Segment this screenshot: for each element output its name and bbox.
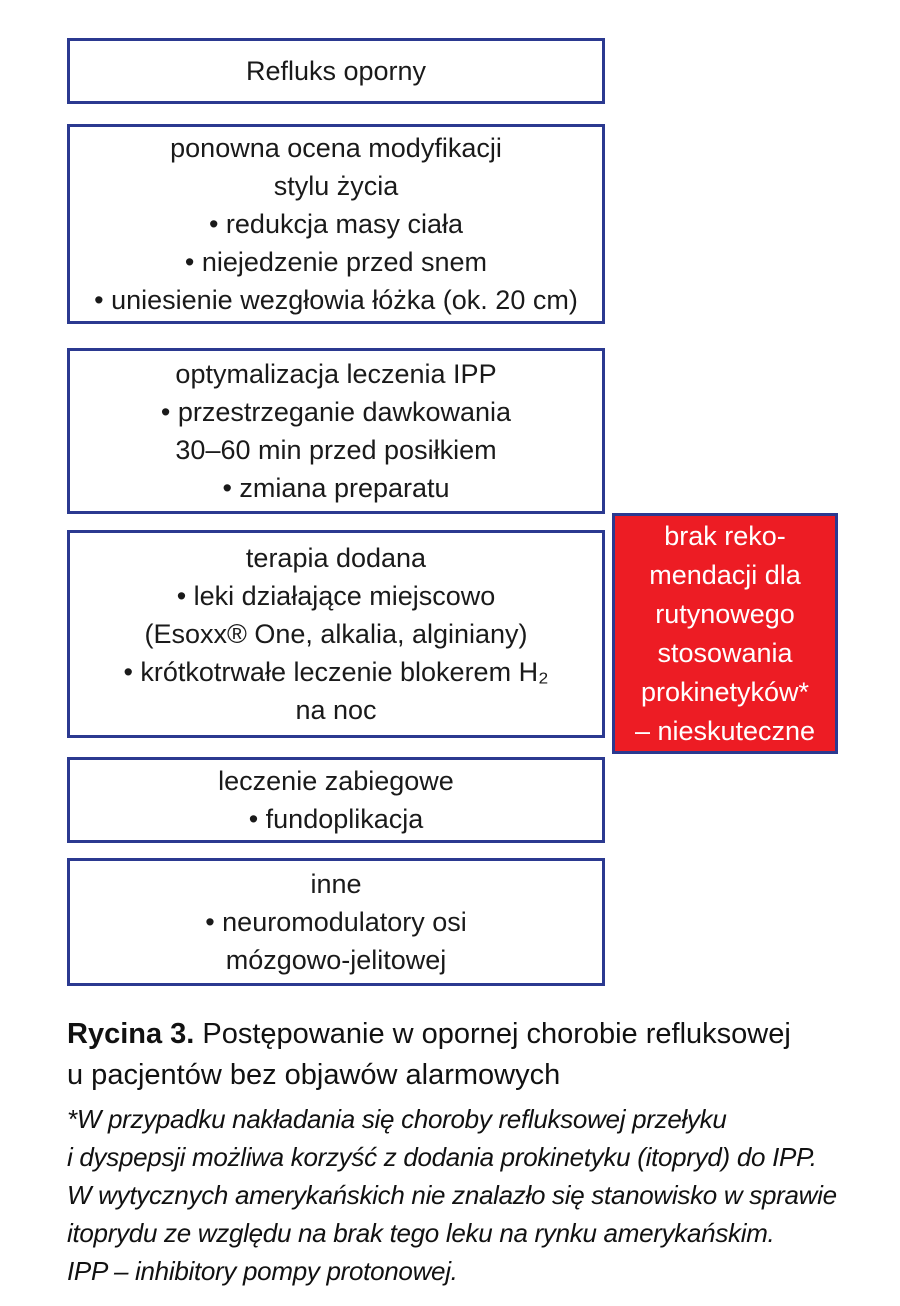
flow-box-lifestyle-modification <box>67 124 605 324</box>
flow-box-addon-therapy <box>67 530 605 738</box>
box-bullet-line: • redukcja masy ciała <box>208 209 464 239</box>
box-title-line: terapia dodana <box>245 543 427 573</box>
alert-line: mendacji dla <box>649 559 801 590</box>
footnote-line: itoprydu ze względu na brak tego leku na rynku amerykańskim. <box>67 1218 775 1248</box>
figure-number-label: Rycina 3. <box>67 1018 195 1050</box>
box-bullet-line: • leki działające miejscowo <box>176 581 496 611</box>
flow-box-other <box>67 858 605 986</box>
caption-line-1 <box>67 1014 867 1055</box>
box-bullet-line: na noc <box>295 695 377 725</box>
footnote-line: W wytycznych amerykańskich nie znalazło się stanowisko w sprawie <box>67 1180 837 1210</box>
box-bullet-line: • niejedzenie przed snem <box>184 247 488 277</box>
caption-text: Postępowanie w opornej chorobie refluksowej <box>194 1018 791 1050</box>
box-bullet-line: (Esoxx® One, alkalia, alginiany) <box>144 619 528 649</box>
figure-caption <box>67 1014 867 1096</box>
flow-box-surgical-treatment <box>67 757 605 843</box>
box-title-line: stylu życia <box>273 171 399 201</box>
box-bullet-line: • fundoplikacja <box>248 804 424 834</box>
flow-box-refluks-oporny <box>67 38 605 104</box>
footnote-line: IPP – inhibitory pompy protonowej. <box>67 1256 458 1286</box>
box-title-line: leczenie zabiegowe <box>218 766 454 796</box>
no-recommendation-alert <box>612 513 838 754</box>
alert-line: – nieskuteczne <box>634 715 816 746</box>
caption-line-2: u pacjentów bez objawów alarmowych <box>67 1059 561 1091</box>
alert-line: prokinetyków* <box>640 676 810 707</box>
flow-box-ipp-optimization <box>67 348 605 514</box>
box-bullet-line: • uniesienie wezgłowia łóżka (ok. 20 cm) <box>94 285 578 315</box>
box-title: Refluks oporny <box>245 56 427 86</box>
footnote-line: i dyspepsji możliwa korzyść z dodania prokinetyku (itopryd) do IPP. <box>67 1142 817 1172</box>
box-bullet-line: • krótkotrwałe leczenie blokerem H₂ <box>123 657 549 687</box>
box-bullet-line: 30–60 min przed posiłkiem <box>175 435 497 465</box>
alert-line: rutynowego <box>655 598 795 629</box>
box-bullet-line: • przestrzeganie dawkowania <box>160 397 512 427</box>
alert-line: stosowania <box>657 637 793 668</box>
box-bullet-line: • neuromodulatory osi <box>205 907 467 937</box>
box-bullet-line: mózgowo-jelitowej <box>225 945 447 975</box>
figure-footnote <box>67 1100 877 1290</box>
box-title-line: optymalizacja leczenia IPP <box>175 359 497 389</box>
box-title-line: inne <box>310 869 362 899</box>
box-bullet-line: • zmiana preparatu <box>222 473 450 503</box>
alert-line: brak reko- <box>664 520 786 551</box>
footnote-line: *W przypadku nakładania się choroby refluksowej przełyku <box>67 1104 727 1134</box>
box-title-line: ponowna ocena modyfikacji <box>170 133 502 163</box>
